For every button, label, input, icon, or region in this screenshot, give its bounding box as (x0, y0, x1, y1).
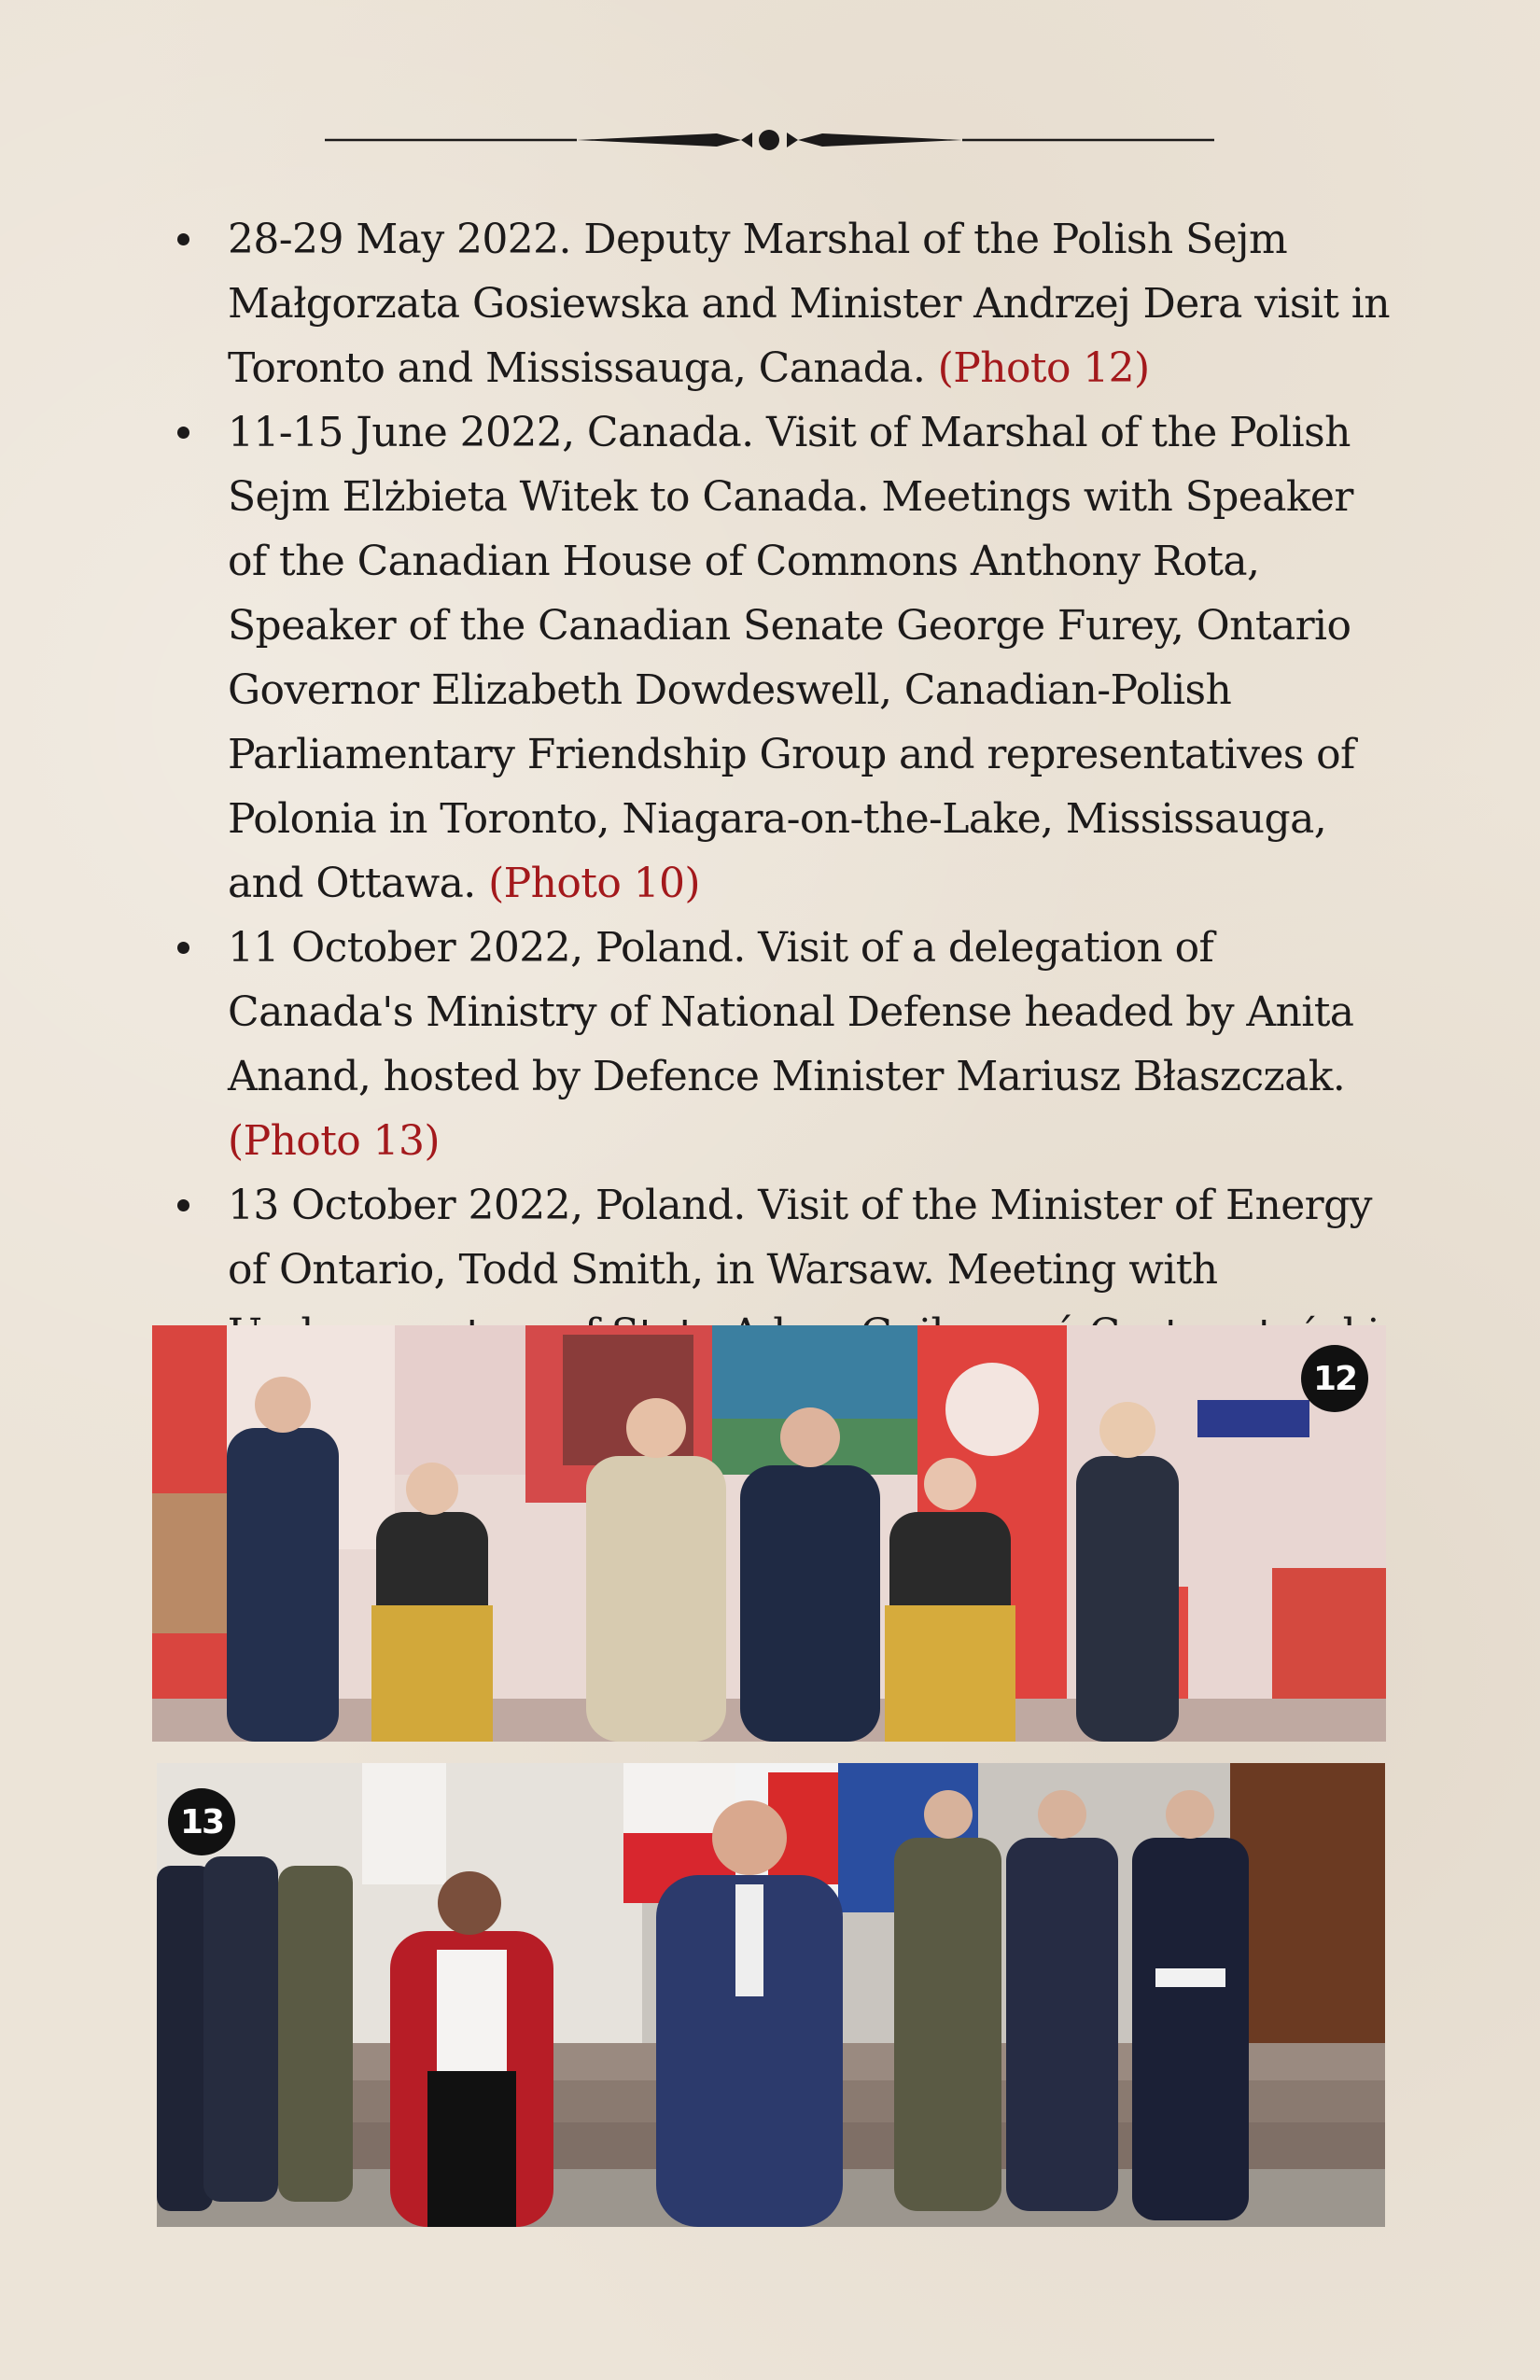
list-item (177, 916, 1391, 1173)
bullet-icon (177, 942, 189, 954)
photo-reference-link[interactable]: (Photo 13) (228, 1117, 440, 1165)
event-list (177, 207, 1391, 1431)
list-item (177, 400, 1391, 916)
event-text: 28-29 May 2022. Deputy Marshal of the Polish Sejm Małgorzata Gosiewska and Minister Andrzej Dera visit in Toronto and Mississauga, Canada. (228, 216, 1390, 392)
photo-12-illustration (152, 1325, 1386, 1742)
event-text: 13 October 2022, Poland. Visit of the Minister of Energy of Ontario, Todd Smith, in Warsaw. Meeting with (228, 1182, 1372, 1294)
bullet-icon (177, 1199, 189, 1211)
list-item (177, 207, 1391, 400)
event-text: 11-15 June 2022, Canada. Visit of Marshal of the Polish Sejm Elżbieta Witek to Canada. Meetings with Speaker of the Canadian House of Commons Anthony Rota, Speaker of the Canadian Senate George Furey, Ontario Governor Elizabeth Dowdeswell, Canadian-Polish Parliamentary Friendship Group and representatives of Polonia in Toronto, Niagara-on-the-Lake, Mississauga, and Ottawa. (228, 409, 1355, 907)
photo-12-group-exhibition (152, 1325, 1386, 1742)
ornamental-divider (325, 121, 1214, 159)
photo-number-badge: 13 (168, 1788, 235, 1855)
photo-13-illustration (157, 1763, 1385, 2227)
photo-reference-link[interactable]: (Photo 10) (488, 860, 700, 907)
bullet-icon (177, 427, 189, 439)
photo-reference-link[interactable]: (Photo 12) (937, 344, 1150, 392)
bullet-icon (177, 233, 189, 245)
photo-number-badge: 12 (1301, 1345, 1368, 1412)
event-text: 11 October 2022, Poland. Visit of a delegation of Canada's Ministry of National Defense headed by Anita Anand, hosted by Defence Minister Mariusz Błaszczak. (228, 924, 1354, 1100)
photo-13-military-welcome (157, 1763, 1385, 2227)
